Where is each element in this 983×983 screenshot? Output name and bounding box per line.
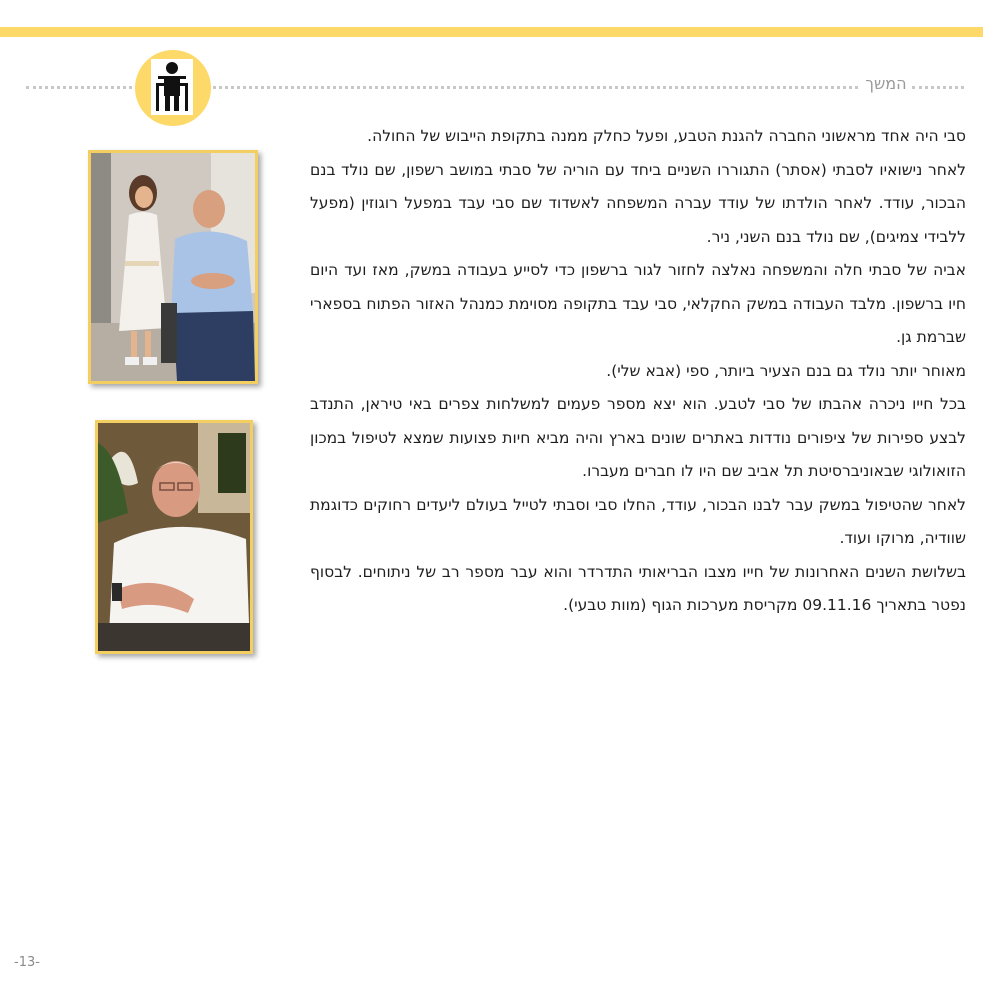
grandfather-with-granddaughter-photo (88, 150, 258, 384)
section-badge (135, 50, 211, 126)
section-label: המשך (865, 74, 907, 93)
paragraph: לאחר שהטיפול במשק עבר לבנו הבכור, עודד, החלו סבי וסבתי לטייל בעולם ליעדים רחוקים כדוגמת שוודיה, מרוקו ועוד. (310, 495, 966, 547)
paragraph: אביה של סבתי חלה והמשפחה נאלצה לחזור לגור ברשפון כדי לסייע בעבודה במשק, מאז ועד היום חיו ברשפון. מלבד העבודה במשק החקלאי, סבי עבד בתקופה מסוימת כמנהל האזור הפתוח בספארי שברמת גן. (310, 261, 966, 346)
paragraph: בכל חייו ניכרה אהבתו של סבי לטבע. הוא יצא מספר פעמים למשלחות צפרים באי טיראן, התנדב לבצע ספירות של ציפורים נודדות באתרים שונים בארץ והיה מביא חיות פצועות שמצא לטיפול במכון הזואולוגי שבאוניברסיטת תל אביב שם היו לו חברים מעברו. (310, 395, 966, 480)
article-body (310, 120, 966, 623)
paragraph: מאוחר יותר נולד גם בנם הצעיר ביותר, ספי (אבא שלי). (606, 361, 966, 380)
paragraph: סבי היה אחד מראשוני החברה להגנת הטבע, ופעל כחלק ממנה בתקופת הייבוש של החולה. (367, 127, 966, 145)
dotted-divider-left (26, 86, 144, 89)
top-accent-bar (0, 27, 983, 37)
paragraph: לאחר נישואיו לסבתי (אסתר) התגוררו השניים ביחד עם הוריה של סבתי במושב רשפון, שם נולד בנם הבכור, עודד. לאחר הולדתו של עודד עברה המשפחה לאשדוד שם סבי עבד במפעל רוגוזין (מפעל ללבידי צמיגים), שם נולד בנם השני, ניר. (310, 160, 966, 246)
page-number: -13- (14, 955, 40, 970)
grandfather-portrait-photo (95, 420, 253, 654)
paragraph: בשלושת השנים האחרונות של חייו מצבו הבריאותי התדרדר והוא עבר מספר רב של ניתוחים. לבסוף נפטר בתאריך 09.11.16 מקריסת מערכות הגוף (מוות טבעי). (310, 562, 966, 614)
dotted-divider-middle (208, 86, 858, 89)
elderly-person-walker-icon (151, 59, 193, 115)
dotted-divider-right (912, 86, 964, 89)
